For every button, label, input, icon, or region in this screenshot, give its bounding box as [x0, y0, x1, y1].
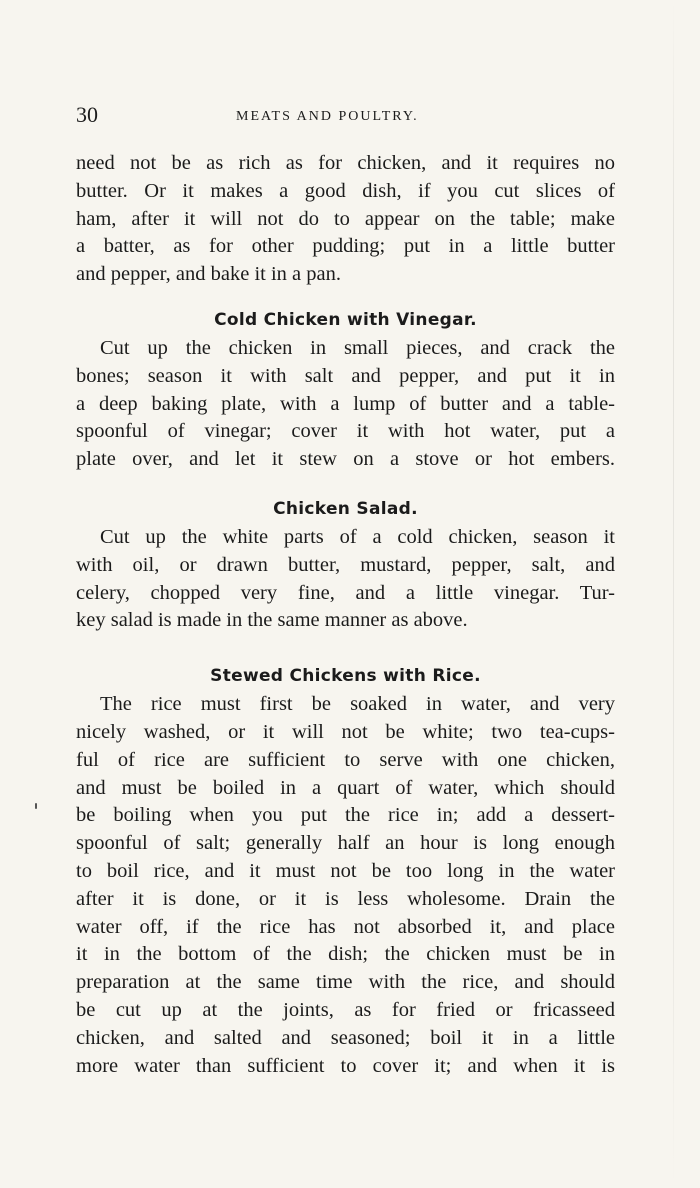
text-line: celery, chopped very fine, and a little vinegar. Tur- — [76, 581, 615, 604]
text-line: Cut up the white parts of a cold chicken, season it — [100, 525, 615, 548]
text-line: and must be boiled in a quart of water, which should — [76, 776, 615, 799]
running-head: MEATS AND POULTRY. — [236, 109, 419, 124]
text-line: need not be as rich as for chicken, and it requires no — [76, 152, 615, 174]
text-line: preparation at the same time with the rice, and should — [76, 971, 615, 994]
text-line: plate over, and let it stew on a stove or hot embers. — [76, 448, 615, 471]
text-line: and pepper, and bake it in a pan. — [76, 263, 342, 286]
text-line: to boil rice, and it must not be too long in the water — [76, 859, 615, 882]
page-header — [76, 102, 616, 132]
text-line: nicely washed, or it will not be white; two tea-cups- — [76, 720, 615, 743]
text-line: a batter, as for other pudding; put in a little butter — [76, 235, 615, 258]
text-line: water off, if the rice has not absorbed it, and place — [76, 915, 615, 938]
text-line: key salad is made in the same manner as above. — [76, 609, 468, 632]
section-paragraph — [76, 691, 615, 1080]
intro-paragraph — [76, 150, 615, 289]
text-line: bones; season it with salt and pepper, and put it in — [76, 364, 615, 387]
text-line: ham, after it will not do to appear on the table; make — [76, 207, 615, 230]
section-heading: Stewed Chickens with Rice. — [210, 666, 481, 687]
text-line: be boiling when you put the rice in; add a dessert- — [76, 804, 615, 827]
text-line: a deep baking plate, with a lump of butter and a table- — [76, 392, 615, 415]
text-line: more water than sufficient to cover it; and when it is — [76, 1054, 615, 1077]
page-body — [76, 150, 615, 1080]
text-line: ful of rice are sufficient to serve with one chicken, — [76, 748, 615, 771]
text-line: spoonful of vinegar; cover it with hot water, put a — [76, 420, 615, 443]
text-line: Cut up the chicken in small pieces, and crack the — [100, 336, 615, 359]
page-number: 30 — [76, 102, 98, 127]
ink-speck — [35, 803, 37, 809]
text-line: with oil, or drawn butter, mustard, pepper, salt, and — [76, 553, 615, 576]
text-line: after it is done, or it is less wholesome. Drain the — [76, 887, 615, 910]
text-line: it in the bottom of the dish; the chicken must be in — [76, 943, 615, 966]
text-line: The rice must first be soaked in water, and very — [100, 693, 615, 716]
text-line: butter. Or it makes a good dish, if you cut slices of — [76, 179, 615, 202]
section-paragraph — [76, 524, 615, 635]
page-edge — [673, 0, 674, 1188]
section-heading: Chicken Salad. — [273, 498, 418, 519]
section-paragraph — [76, 335, 615, 474]
text-line: spoonful of salt; generally half an hour is long enough — [76, 832, 615, 855]
section-heading: Cold Chicken with Vinegar. — [214, 309, 477, 330]
text-line: be cut up at the joints, as for fried or fricasseed — [76, 998, 615, 1021]
text-line: chicken, and salted and seasoned; boil it in a little — [76, 1026, 615, 1049]
